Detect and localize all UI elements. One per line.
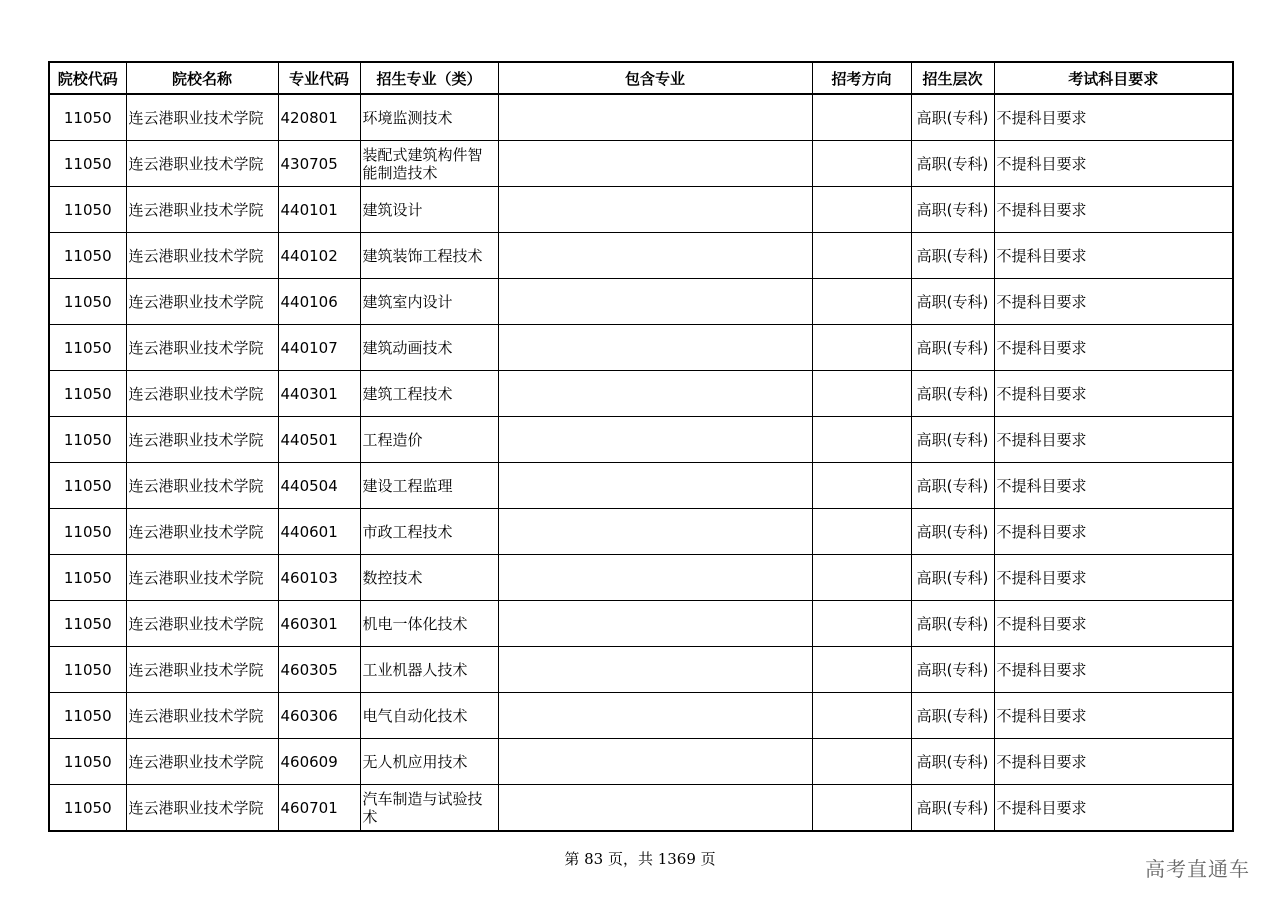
school-code-cell: 11050 <box>49 325 126 371</box>
level-cell: 高职(专科) <box>911 693 994 739</box>
direction-cell <box>812 509 911 555</box>
header-requirement: 考试科目要求 <box>994 62 1233 94</box>
major-cell: 建筑设计 <box>360 187 498 233</box>
table-row <box>49 555 1233 601</box>
requirement-cell: 不提科目要求 <box>994 279 1233 325</box>
header-major: 招生专业（类） <box>360 62 498 94</box>
school-code-cell: 11050 <box>49 647 126 693</box>
major-cell: 建筑工程技术 <box>360 371 498 417</box>
major-cell: 装配式建筑构件智能制造技术 <box>360 141 498 187</box>
school-code-cell: 11050 <box>49 693 126 739</box>
school-name-cell: 连云港职业技术学院 <box>126 739 278 785</box>
requirement-cell: 不提科目要求 <box>994 555 1233 601</box>
direction-cell <box>812 785 911 832</box>
included-majors-cell <box>498 233 812 279</box>
requirement-cell: 不提科目要求 <box>994 463 1233 509</box>
major-code-cell: 460609 <box>278 739 360 785</box>
direction-cell <box>812 739 911 785</box>
table-row <box>49 693 1233 739</box>
school-name-cell: 连云港职业技术学院 <box>126 785 278 832</box>
major-code-cell: 440501 <box>278 417 360 463</box>
school-name-cell: 连云港职业技术学院 <box>126 233 278 279</box>
level-cell: 高职(专科) <box>911 463 994 509</box>
included-majors-cell <box>498 325 812 371</box>
level-cell: 高职(专科) <box>911 785 994 832</box>
major-cell: 工业机器人技术 <box>360 647 498 693</box>
school-name-cell: 连云港职业技术学院 <box>126 509 278 555</box>
major-cell: 汽车制造与试验技术 <box>360 785 498 832</box>
school-name-cell: 连云港职业技术学院 <box>126 601 278 647</box>
requirement-cell: 不提科目要求 <box>994 141 1233 187</box>
watermark: 高考直通车 <box>1145 857 1250 881</box>
major-cell: 机电一体化技术 <box>360 601 498 647</box>
major-code-cell: 460301 <box>278 601 360 647</box>
school-code-cell: 11050 <box>49 94 126 141</box>
level-cell: 高职(专科) <box>911 94 994 141</box>
school-name-cell: 连云港职业技术学院 <box>126 463 278 509</box>
requirement-cell: 不提科目要求 <box>994 325 1233 371</box>
major-code-cell: 440504 <box>278 463 360 509</box>
school-code-cell: 11050 <box>49 555 126 601</box>
school-code-cell: 11050 <box>49 371 126 417</box>
major-cell: 建设工程监理 <box>360 463 498 509</box>
level-cell: 高职(专科) <box>911 279 994 325</box>
included-majors-cell <box>498 739 812 785</box>
requirement-cell: 不提科目要求 <box>994 785 1233 832</box>
school-code-cell: 11050 <box>49 601 126 647</box>
requirement-cell: 不提科目要求 <box>994 693 1233 739</box>
level-cell: 高职(专科) <box>911 187 994 233</box>
direction-cell <box>812 417 911 463</box>
table-row <box>49 647 1233 693</box>
header-major-code: 专业代码 <box>278 62 360 94</box>
direction-cell <box>812 141 911 187</box>
level-cell: 高职(专科) <box>911 555 994 601</box>
school-name-cell: 连云港职业技术学院 <box>126 279 278 325</box>
major-cell: 工程造价 <box>360 417 498 463</box>
requirement-cell: 不提科目要求 <box>994 94 1233 141</box>
requirement-cell: 不提科目要求 <box>994 739 1233 785</box>
level-cell: 高职(专科) <box>911 417 994 463</box>
table-row <box>49 509 1233 555</box>
included-majors-cell <box>498 94 812 141</box>
school-code-cell: 11050 <box>49 463 126 509</box>
major-code-cell: 420801 <box>278 94 360 141</box>
header-school-name: 院校名称 <box>126 62 278 94</box>
school-code-cell: 11050 <box>49 785 126 832</box>
major-cell: 建筑动画技术 <box>360 325 498 371</box>
included-majors-cell <box>498 187 812 233</box>
table-row <box>49 325 1233 371</box>
major-code-cell: 460701 <box>278 785 360 832</box>
level-cell: 高职(专科) <box>911 509 994 555</box>
included-majors-cell <box>498 647 812 693</box>
table-row <box>49 279 1233 325</box>
school-name-cell: 连云港职业技术学院 <box>126 417 278 463</box>
header-included-majors: 包含专业 <box>498 62 812 94</box>
direction-cell <box>812 371 911 417</box>
level-cell: 高职(专科) <box>911 371 994 417</box>
major-code-cell: 440601 <box>278 509 360 555</box>
table-row <box>49 739 1233 785</box>
table-row <box>49 417 1233 463</box>
included-majors-cell <box>498 555 812 601</box>
school-name-cell: 连云港职业技术学院 <box>126 693 278 739</box>
requirement-cell: 不提科目要求 <box>994 647 1233 693</box>
school-code-cell: 11050 <box>49 233 126 279</box>
level-cell: 高职(专科) <box>911 647 994 693</box>
requirement-cell: 不提科目要求 <box>994 601 1233 647</box>
major-code-cell: 440102 <box>278 233 360 279</box>
major-code-cell: 440301 <box>278 371 360 417</box>
school-name-cell: 连云港职业技术学院 <box>126 325 278 371</box>
page-number: 第 83 页，共 1369 页 <box>564 850 716 868</box>
level-cell: 高职(专科) <box>911 325 994 371</box>
school-code-cell: 11050 <box>49 187 126 233</box>
requirement-cell: 不提科目要求 <box>994 187 1233 233</box>
major-code-cell: 460305 <box>278 647 360 693</box>
direction-cell <box>812 555 911 601</box>
school-name-cell: 连云港职业技术学院 <box>126 94 278 141</box>
school-code-cell: 11050 <box>49 739 126 785</box>
school-code-cell: 11050 <box>49 417 126 463</box>
school-code-cell: 11050 <box>49 141 126 187</box>
table-row <box>49 463 1233 509</box>
major-code-cell: 440101 <box>278 187 360 233</box>
major-code-cell: 430705 <box>278 141 360 187</box>
table-row <box>49 233 1233 279</box>
major-code-cell: 460103 <box>278 555 360 601</box>
major-cell: 数控技术 <box>360 555 498 601</box>
school-name-cell: 连云港职业技术学院 <box>126 371 278 417</box>
direction-cell <box>812 601 911 647</box>
direction-cell <box>812 187 911 233</box>
included-majors-cell <box>498 279 812 325</box>
included-majors-cell <box>498 785 812 832</box>
level-cell: 高职(专科) <box>911 601 994 647</box>
header-row <box>49 62 1233 94</box>
major-cell: 建筑装饰工程技术 <box>360 233 498 279</box>
table-row <box>49 187 1233 233</box>
table-row <box>49 601 1233 647</box>
major-cell: 建筑室内设计 <box>360 279 498 325</box>
major-cell: 电气自动化技术 <box>360 693 498 739</box>
direction-cell <box>812 94 911 141</box>
requirement-cell: 不提科目要求 <box>994 509 1233 555</box>
requirement-cell: 不提科目要求 <box>994 371 1233 417</box>
header-direction: 招考方向 <box>812 62 911 94</box>
table-row <box>49 371 1233 417</box>
level-cell: 高职(专科) <box>911 739 994 785</box>
major-cell: 无人机应用技术 <box>360 739 498 785</box>
table-row <box>49 785 1233 832</box>
table-row <box>49 94 1233 141</box>
included-majors-cell <box>498 601 812 647</box>
requirement-cell: 不提科目要求 <box>994 417 1233 463</box>
included-majors-cell <box>498 141 812 187</box>
requirement-cell: 不提科目要求 <box>994 233 1233 279</box>
direction-cell <box>812 325 911 371</box>
school-name-cell: 连云港职业技术学院 <box>126 141 278 187</box>
school-code-cell: 11050 <box>49 279 126 325</box>
included-majors-cell <box>498 371 812 417</box>
admissions-table <box>48 61 1234 832</box>
header-school-code: 院校代码 <box>49 62 126 94</box>
included-majors-cell <box>498 693 812 739</box>
level-cell: 高职(专科) <box>911 141 994 187</box>
included-majors-cell <box>498 463 812 509</box>
major-code-cell: 460306 <box>278 693 360 739</box>
direction-cell <box>812 693 911 739</box>
school-name-cell: 连云港职业技术学院 <box>126 555 278 601</box>
included-majors-cell <box>498 509 812 555</box>
school-name-cell: 连云港职业技术学院 <box>126 187 278 233</box>
major-code-cell: 440107 <box>278 325 360 371</box>
table-row <box>49 141 1233 187</box>
level-cell: 高职(专科) <box>911 233 994 279</box>
major-cell: 市政工程技术 <box>360 509 498 555</box>
direction-cell <box>812 647 911 693</box>
included-majors-cell <box>498 417 812 463</box>
school-code-cell: 11050 <box>49 509 126 555</box>
major-cell: 环境监测技术 <box>360 94 498 141</box>
table-body <box>49 94 1233 831</box>
major-code-cell: 440106 <box>278 279 360 325</box>
direction-cell <box>812 279 911 325</box>
school-name-cell: 连云港职业技术学院 <box>126 647 278 693</box>
direction-cell <box>812 463 911 509</box>
header-level: 招生层次 <box>911 62 994 94</box>
direction-cell <box>812 233 911 279</box>
